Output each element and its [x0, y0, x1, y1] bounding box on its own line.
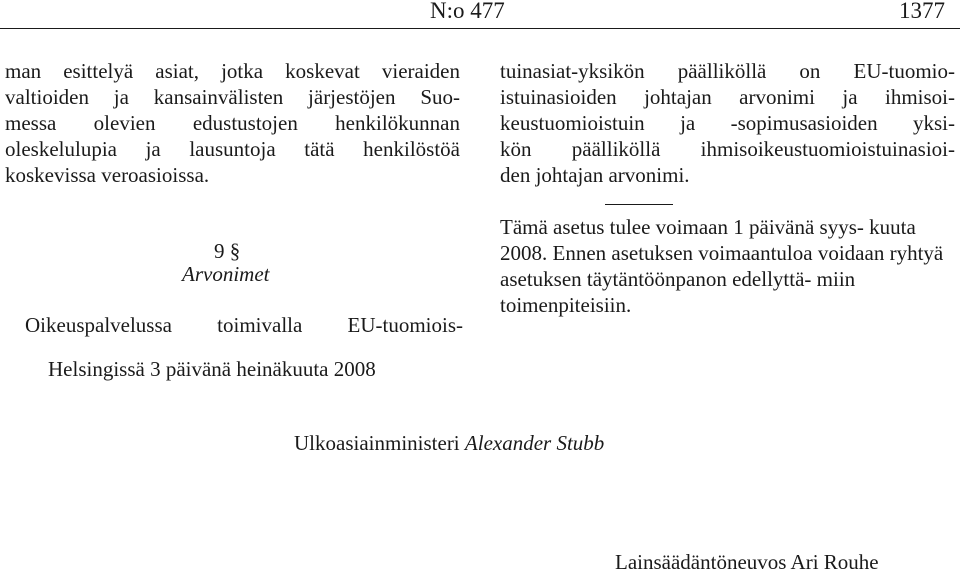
- issue-number: N:o 477: [430, 0, 505, 23]
- text-line: ryhtyä asetuksen täytäntöönpanon edellyttä-: [500, 241, 944, 291]
- place-and-date: Helsingissä 3 päivänä heinäkuuta 2008: [48, 357, 376, 381]
- section-heading: Arvonimet: [182, 262, 270, 286]
- counsel-signature: Lainsäädäntöneuvos Ari Rouhe: [615, 550, 879, 574]
- section-number: 9 §: [214, 239, 241, 263]
- page-number: 1377: [899, 0, 945, 23]
- text-line: tuinasiat-yksikön päälliköllä on EU-tuomio-: [500, 59, 955, 83]
- text-line: man esittelyä asiat, jotka koskevat vieraiden: [5, 59, 460, 83]
- section-text: Oikeuspalvelussa toimivalla EU-tuomiois-: [25, 313, 463, 337]
- text-line: miin toimenpiteisiin.: [500, 267, 856, 317]
- text-line: kön päälliköllä ihmisoikeustuomioistuinasioi-: [500, 137, 955, 161]
- text-line: koskevissa veroasioissa.: [5, 163, 210, 187]
- text-line: kuuta 2008.: [500, 215, 916, 265]
- text-line: valtioiden ja kansainvälisten järjestöjen Suo-: [5, 85, 460, 109]
- text-line: messa olevien edustustojen henkilökunnan: [5, 111, 460, 135]
- text-line: oleskelulupia ja lausuntoja tätä henkilöstöä: [5, 137, 460, 161]
- text-line: keustuomioistuin ja -sopimusasioiden yksi-: [500, 111, 955, 135]
- final-provisions: [500, 214, 955, 318]
- minister-name: Alexander Stubb: [464, 431, 605, 455]
- text-line: Ennen asetuksen voimaantuloa voidaan: [552, 241, 885, 265]
- section-separator: [605, 204, 673, 205]
- left-column-paragraph: [5, 58, 460, 188]
- text-line: den johtajan arvonimi.: [500, 163, 690, 187]
- text-line: Tämä asetus tulee voimaan 1 päivänä syys-: [500, 215, 864, 239]
- right-column-paragraph: [500, 58, 955, 188]
- text-line: istuinasioiden johtajan arvonimi ja ihmisoi-: [500, 85, 955, 109]
- minister-signature: [294, 431, 604, 456]
- minister-title: Ulkoasiainministeri: [294, 431, 460, 455]
- header-divider: [0, 28, 960, 29]
